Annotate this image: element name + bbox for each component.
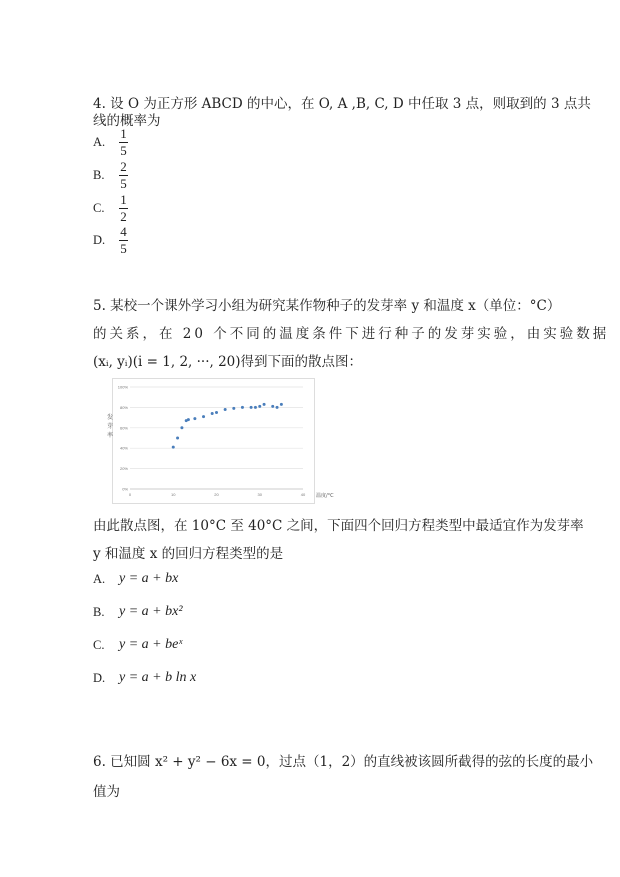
x-tick-label: 0: [128, 492, 132, 497]
q5-text-line2: 的关系，在 20 个不同的温度条件下进行种子的发芽实验，由实验数据: [93, 326, 610, 342]
data-point: [193, 417, 196, 420]
denominator: 5: [120, 143, 127, 158]
y-axis-label-char: 发: [107, 414, 114, 421]
scatter-plot-svg: [107, 379, 334, 503]
data-point: [276, 406, 279, 409]
q5-option-a: [93, 571, 178, 587]
numerator: 1: [120, 192, 127, 207]
q4-option-d: [93, 225, 128, 256]
y-axis-label-char: 芽: [107, 423, 114, 430]
option-formula: y = a + bx: [119, 571, 179, 586]
option-formula: y = a + beˣ: [119, 637, 183, 652]
y-tick-label: 20%: [119, 466, 128, 472]
data-point: [187, 418, 190, 421]
fraction: [119, 225, 128, 256]
y-tick-label: 40%: [119, 445, 128, 451]
data-point: [180, 426, 183, 429]
q5-option-d: [93, 670, 196, 686]
data-point: [224, 408, 227, 411]
x-tick-label: 20: [214, 492, 219, 497]
q5-option-c: [93, 637, 182, 653]
fraction: [119, 193, 128, 224]
y-tick-label: 0%: [122, 486, 128, 492]
x-tick-label: 10: [171, 492, 176, 497]
option-label: D.: [93, 233, 106, 247]
option-formula: y = a + bx²: [119, 604, 183, 619]
option-label: D.: [93, 670, 106, 685]
q4-option-b: [93, 160, 128, 191]
q5-option-b: [93, 604, 183, 620]
numerator: 4: [120, 224, 127, 239]
data-point: [211, 412, 214, 415]
denominator: 5: [120, 176, 127, 191]
y-tick-label: 100%: [117, 384, 128, 390]
x-tick-label: 30: [257, 492, 262, 497]
y-tick-label: 80%: [119, 404, 128, 410]
option-label: A.: [93, 135, 106, 149]
data-point: [258, 405, 261, 408]
data-point: [176, 437, 179, 440]
x-axis-label: 温度/°C: [316, 493, 334, 499]
q5-text-line1: 5. 某校一个课外学习小组为研究某作物种子的发芽率 y 和温度 x（单位：°C）: [93, 298, 561, 314]
q5-text-line4: 由此散点图，在 10°C 至 40°C 之间，下面四个回归方程类型中最适宜作为发芽率: [93, 518, 584, 534]
scatter-chart: [107, 378, 334, 504]
option-label: B.: [93, 604, 105, 619]
data-point: [202, 415, 205, 418]
data-point: [241, 406, 244, 409]
fraction: [119, 160, 128, 191]
data-point: [280, 403, 283, 406]
numerator: 2: [120, 159, 127, 174]
q4-option-a: [93, 127, 128, 158]
data-point: [271, 405, 274, 408]
denominator: 2: [120, 209, 127, 224]
q5-text-line3: (xᵢ, yᵢ)(i = 1, 2, ···, 20)得到下面的散点图：: [93, 354, 363, 370]
q6-text-line1: 6. 已知圆 x² + y² − 6x = 0，过点（1，2）的直线被该圆所截得的弦的长度的最小: [93, 754, 594, 770]
option-label: C.: [93, 637, 105, 652]
q4-text-line1: 4. 设 O 为正方形 ABCD 的中心，在 O, A ,B, C, D 中任取 3 点，则取到的 3 点共: [93, 96, 591, 112]
y-axis-label-char: 率: [107, 432, 114, 439]
data-point: [250, 406, 253, 409]
fraction: [119, 127, 128, 158]
q5-text-line5: y 和温度 x 的回归方程类型的是: [93, 546, 284, 562]
y-tick-label: 60%: [119, 425, 128, 431]
q6-text-line2: 值为: [93, 784, 120, 800]
option-formula: y = a + b ln x: [119, 670, 197, 685]
q4-option-c: [93, 193, 128, 224]
data-point: [172, 446, 175, 449]
data-point: [215, 411, 218, 414]
option-label: B.: [93, 168, 105, 182]
data-point: [254, 406, 257, 409]
option-label: A.: [93, 571, 106, 586]
denominator: 5: [120, 241, 127, 256]
numerator: 1: [120, 126, 127, 141]
x-tick-label: 40: [300, 492, 306, 497]
data-point: [263, 403, 266, 406]
q4-text-line2: 线的概率为: [93, 113, 161, 129]
option-label: C.: [93, 201, 105, 215]
data-point: [232, 407, 235, 410]
